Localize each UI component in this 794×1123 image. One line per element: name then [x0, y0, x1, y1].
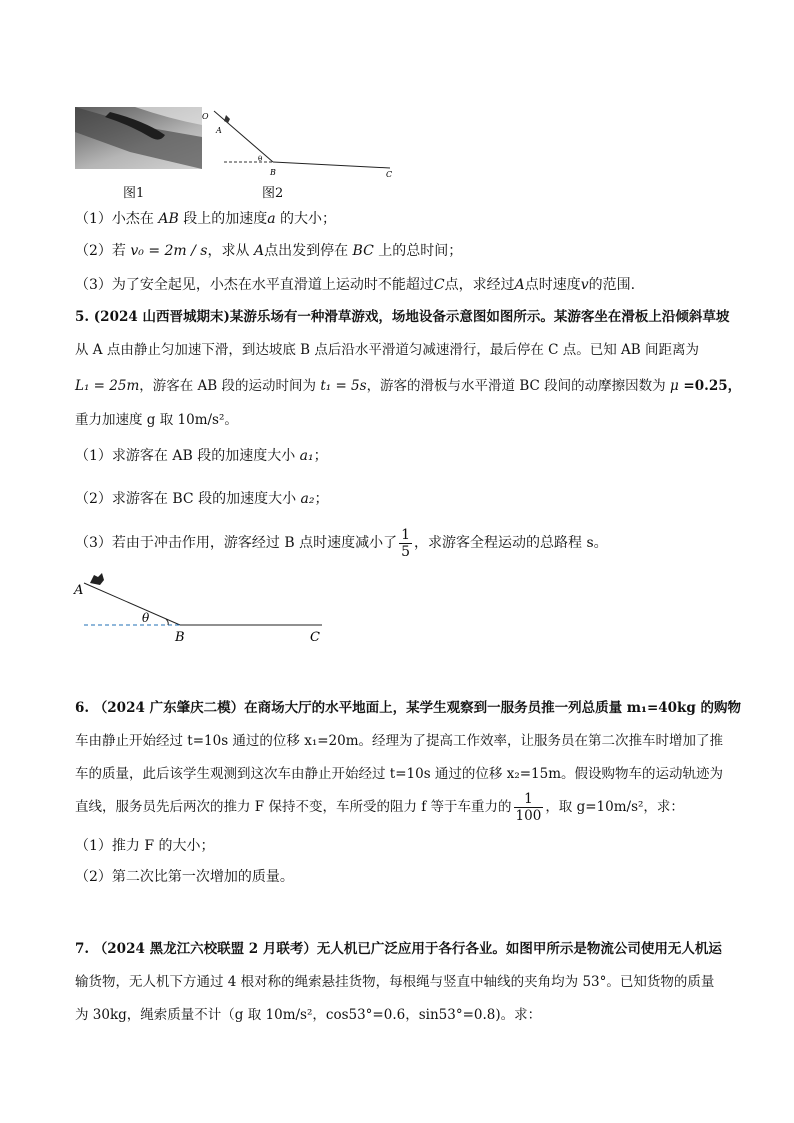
slide-photo-graphic: [75, 107, 202, 169]
q5-sub-1: （1）求游客在 AB 段的加速度大小 a₁；: [75, 448, 328, 464]
label-B: B: [270, 168, 276, 177]
q7-line-1: 7. （2024 黑龙江六校联盟 2 月联考）无人机已广泛应用于各行各业。如图甲所示是物流公司使用无人机运: [75, 941, 722, 957]
q6-sub-1: （1）推力 F 的大小；: [75, 838, 215, 854]
q4-part-2: （2）若 v₀ = 2m / s，求从 A点出发到停在 BC 上的总时间；: [75, 243, 463, 259]
q7-line-3: 为 30kg，绳索质量不计（g 取 10m/s²，cos53°=0.6，sin53°=0.8)。求：: [75, 1007, 542, 1023]
label-O: O: [202, 112, 209, 121]
q5-line-3: L₁ = 25m，游客在 AB 段的运动时间为 t₁ = 5s，游客的滑板与水平滑道 BC 段间的动摩擦因数为 μ =0.25，: [75, 378, 742, 394]
q6-sub-2: （2）第二次比第一次增加的质量。: [75, 869, 294, 885]
q4-part-1: （1）小杰在 AB 段上的加速度a 的大小；: [75, 211, 337, 227]
label-C: C: [310, 630, 320, 645]
figure-2-diagram: [200, 105, 400, 180]
q5-slope-diagram: [72, 565, 332, 645]
fraction-one-fifth: $\frac{1}{5}$: [401, 526, 411, 560]
fraction-one-hundredth: $\frac{1}{100}$: [515, 791, 542, 824]
label-theta: θ: [142, 611, 150, 625]
q5-line-2: 从 A 点由静止匀加速下滑，到达坡底 B 点后沿水平滑道匀减速滑行，最后停在 C 点。已知 AB 间距离为: [75, 342, 699, 358]
horizontal-track: [273, 162, 390, 168]
q6-line-2: 车由静止开始经过 t=10s 通过的位移 x₁=20m。经理为了提高工作效率，让服务员在第二次推车时增加了推: [75, 733, 724, 749]
label-theta: θ: [258, 155, 263, 163]
q6-line-1: 6. （2024 广东肇庆二模）在商场大厅的水平地面上，某学生观察到一服务员推一列总质量 m₁=40kg 的购物: [75, 700, 742, 716]
label-C: C: [386, 170, 393, 179]
q5-line-1: 5. (2024 山西晋城期末)某游乐场有一种滑草游戏，场地设备示意图如图所示。某游客坐在滑板上沿倾斜草坡: [75, 309, 730, 325]
figure-2-caption: 图2: [262, 186, 284, 201]
q7-line-2: 输货物，无人机下方通过 4 根对称的绳索悬挂货物，每根绳与竖直中轴线的夹角均为 53°。已知货物的质量: [75, 974, 715, 990]
q5-sub-2: （2）求游客在 BC 段的加速度大小 a₂；: [75, 491, 329, 507]
label-A: A: [74, 583, 84, 598]
tourist-sled-icon: [90, 573, 104, 585]
slope-line: [84, 583, 180, 625]
q6-line-4: 直线，服务员先后两次的推力 F 保持不变，车所受的阻力 f 等于车重力的 $\frac{1}{100}$ ，取 g=10m/s²，求：: [75, 791, 684, 824]
skier-icon: [224, 115, 230, 123]
label-A: A: [216, 126, 222, 135]
slope-line: [214, 111, 273, 162]
q6-line-3: 车的质量，此后该学生观测到这次车由静止开始经过 t=10s 通过的位移 x₂=15m。假设购物车的运动轨迹为: [75, 766, 724, 782]
label-B: B: [175, 630, 185, 645]
q5-sub-3: （3）若由于冲击作用，游客经过 B 点时速度减小了 $\frac{1}{5}$ ，求游客全程运动的总路程 s。: [75, 526, 608, 560]
q5-line-4: 重力加速度 g 取 10m/s²。: [75, 412, 238, 428]
q4-part-3: （3）为了安全起见，小杰在水平直滑道上运动时不能超过C点，求经过A点时速度v的范围.: [75, 277, 636, 293]
figure-1-photo: [75, 107, 202, 169]
figure-1-caption: 图1: [123, 186, 145, 201]
